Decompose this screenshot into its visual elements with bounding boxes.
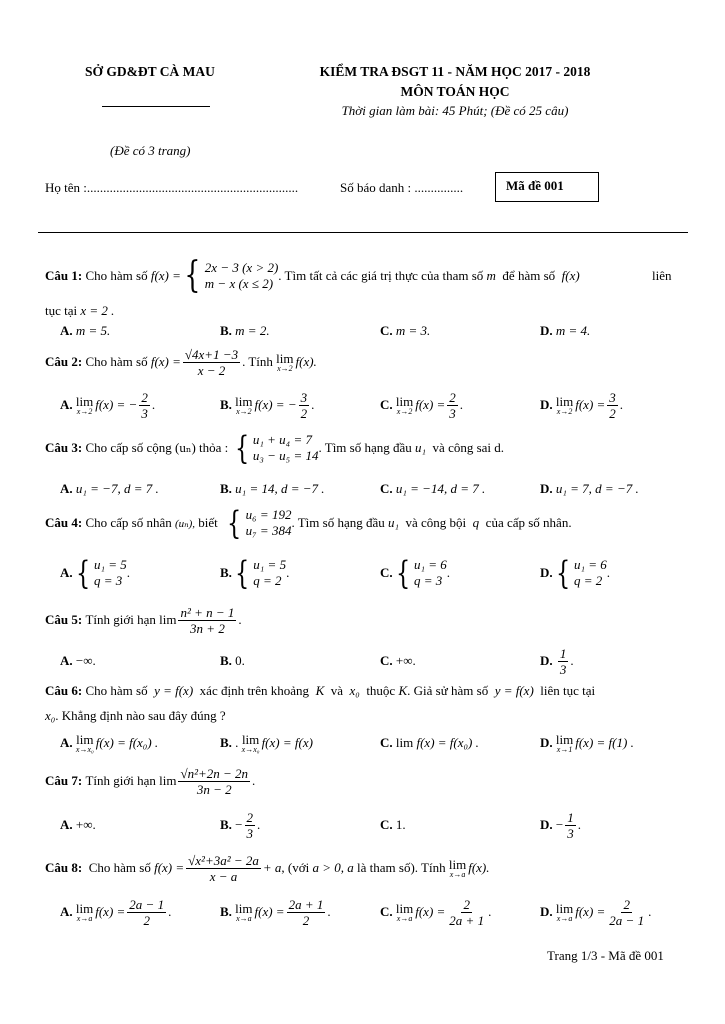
fraction: [178, 605, 236, 636]
option-key: B.: [220, 735, 232, 750]
option-key: A.: [60, 735, 73, 750]
option-key: D.: [540, 735, 553, 750]
denominator: 2: [609, 405, 616, 421]
option-key: B.: [220, 565, 232, 580]
question-label: Câu 1:: [45, 268, 83, 283]
q3-option-b[interactable]: [220, 481, 325, 497]
question-text: xác định trên khoảng: [199, 683, 310, 698]
question-5: Câu 5: Tính giới hạn lim $\frac{\text{n² + n − 1}}{3n + 2}$ .: [45, 604, 242, 636]
q6-option-a[interactable]: [60, 729, 158, 757]
fraction: [245, 810, 256, 841]
limit: [556, 902, 573, 923]
option-value: u₁ = 14, d = −7 .: [235, 481, 325, 496]
question-7: Câu 7: Tính giới hạn lim $\frac{\text{√n²+2n − 2n}}{3n - 2}$ .: [45, 765, 256, 797]
option-key: B.: [220, 817, 232, 832]
option-value: f(x) = f(1) .: [575, 735, 634, 750]
option-value: f(x) =: [415, 904, 446, 919]
lim-sub: x→a: [396, 913, 413, 923]
fraction: [565, 810, 576, 841]
question-text: và công bội: [405, 515, 467, 530]
lim-word: lim: [555, 393, 574, 409]
question-text: liên: [652, 268, 672, 283]
question-text: và: [330, 683, 344, 698]
option-value: f(x) = f(x₀) .: [416, 735, 479, 750]
question-text: , (với: [281, 860, 310, 875]
denominator: x − a: [209, 868, 238, 884]
denominator: 3: [449, 405, 456, 421]
q5-option-d[interactable]: D. $\frac{1}{3}$ .: [540, 645, 574, 677]
lim-word: lim: [76, 731, 94, 747]
lim-word: lim: [75, 393, 94, 409]
page-footer: Trang 1/3 - Mã đề 001: [547, 948, 664, 963]
option-prefix: −: [235, 817, 243, 832]
math-var: u₁: [387, 515, 400, 530]
option-key: C.: [380, 904, 393, 919]
option-value: f(x) =: [95, 904, 126, 919]
question-8: [45, 848, 490, 888]
q7-option-d[interactable]: D. − $\frac{1}{3}$ .: [540, 809, 581, 841]
denominator: 3n − 2: [196, 781, 232, 797]
denominator: 3: [559, 661, 567, 677]
option-key: B.: [220, 904, 232, 919]
lim-sub: x→2: [396, 406, 413, 416]
equation-line: q = 2: [574, 573, 603, 588]
option-key: C.: [380, 735, 393, 750]
math-expr: x = 2 .: [80, 303, 115, 318]
q3-option-c[interactable]: [380, 481, 485, 497]
question-text: Tính giới hạn: [85, 612, 156, 627]
limit: [556, 395, 573, 416]
lim-word: lim: [395, 735, 414, 750]
numerator: 1: [567, 809, 574, 825]
question-label: Câu 7:: [45, 773, 83, 788]
question-text: và công sai d.: [432, 440, 505, 455]
brace: {: [234, 554, 250, 592]
question-text: . Khẳng định nào sau đây đúng ?: [55, 708, 226, 723]
option-value: m = 2.: [235, 323, 270, 338]
question-6: [45, 683, 595, 699]
question-text: để hàm số: [502, 268, 556, 283]
lim-word: lim: [159, 773, 177, 788]
equation-system: [393, 554, 447, 592]
fraction: [186, 853, 261, 884]
exam-code-box: [495, 172, 599, 202]
q6-option-b[interactable]: [220, 729, 313, 757]
numerator: 2: [141, 389, 148, 405]
student-id-field: Số báo danh : ...............: [340, 180, 464, 195]
option-key: A.: [60, 565, 73, 580]
pages-note: (Đề có 3 trang): [110, 143, 191, 158]
lim-sub: x→a: [556, 913, 573, 923]
option-key: B.: [220, 653, 232, 668]
limit: [76, 395, 93, 416]
question-text: Cho hàm số: [88, 860, 151, 875]
option-value: 0.: [235, 653, 245, 668]
fraction: [447, 390, 458, 421]
case-line: m − x (x ≤ 2): [204, 276, 274, 291]
q2-option-a[interactable]: A. lim x→2 f(x) = − $\frac{2}{3}$ .: [60, 389, 156, 421]
equation-system: [224, 504, 292, 542]
limit: [235, 395, 252, 416]
fraction: [178, 766, 250, 797]
option-key: B.: [220, 481, 232, 496]
q7-option-a[interactable]: [60, 817, 96, 833]
equation-system: [232, 554, 287, 592]
q1-option-c[interactable]: [380, 323, 430, 339]
brace: {: [555, 554, 570, 592]
question-text: của cấp số nhân.: [485, 515, 572, 530]
equation-line: u₇ = 384: [245, 523, 292, 538]
question-text: Tính giới hạn: [85, 773, 156, 788]
question-4: [45, 503, 572, 543]
lim-sub: x→2: [236, 406, 252, 416]
q1-option-d[interactable]: [540, 323, 590, 339]
question-1: [45, 256, 580, 296]
question-label: Câu 8:: [45, 860, 83, 875]
option-value: f(x) = f(x₀) .: [95, 735, 159, 750]
exam-title: KIỂM TRA ĐSGT 11 - NĂM HỌC 2017 - 2018: [319, 64, 591, 79]
q1-option-a[interactable]: [60, 323, 110, 339]
option-value: f(x) = −: [254, 397, 297, 412]
q4-option-b[interactable]: B. { u₁ = 5 q = 2 .: [220, 554, 290, 592]
math-var: x₀: [349, 683, 360, 698]
question-1-line2: [45, 303, 114, 319]
q4-option-a[interactable]: A. { u₁ = 5 q = 3 .: [60, 554, 131, 592]
fraction: [558, 646, 569, 677]
question-6-line2: [45, 708, 226, 724]
fraction: [447, 897, 486, 928]
option-value: u₁ = 7, d = −7 .: [555, 481, 639, 496]
department-name: SỞ GD&ĐT CÀ MAU: [85, 64, 215, 79]
limit: [76, 733, 94, 754]
q5-option-b[interactable]: [220, 653, 245, 669]
equation-line: u₁ + u₄ = 7: [252, 432, 312, 447]
question-text: . Tính: [242, 354, 273, 369]
question-label: Câu 3:: [45, 440, 83, 455]
lim-word: lim: [235, 393, 253, 409]
option-value: m = 4.: [555, 323, 591, 338]
numerator: 2a + 1: [288, 896, 324, 912]
numerator: 2: [449, 389, 456, 405]
numerator: √4x+1 −3: [184, 346, 239, 362]
option-key: D.: [540, 904, 553, 919]
option-prefix: .: [235, 735, 239, 750]
q8-option-a[interactable]: A. lim x→a f(x) = $\frac{2a - 1}{2}$ .: [60, 896, 172, 928]
math-var: K: [398, 683, 408, 698]
option-key: C.: [380, 397, 393, 412]
numerator: 1: [559, 645, 567, 661]
question-text: tục tại: [45, 303, 78, 318]
limit: [276, 352, 293, 373]
question-text: Cho cấp số nhân: [85, 515, 172, 530]
denominator: 3n + 2: [190, 620, 225, 636]
equation-line: u₁ = 6: [414, 557, 447, 572]
option-key: A.: [60, 397, 73, 412]
denominator: 3: [141, 405, 148, 421]
option-key: C.: [380, 323, 393, 338]
option-key: A.: [60, 653, 73, 668]
brace: {: [227, 504, 242, 542]
math-var: u₁: [415, 440, 427, 455]
lim-word: lim: [276, 350, 294, 366]
fraction: [127, 897, 166, 928]
question-text: . Tìm tất cả các giá trị thực của tham số: [278, 268, 484, 283]
lim-sub: x→2: [76, 406, 93, 416]
q6-option-c[interactable]: [380, 729, 479, 757]
question-text: thuộc: [366, 683, 396, 698]
q2-option-d[interactable]: D. lim x→2 f(x) = $\frac{3}{2}$ .: [540, 389, 624, 421]
lim-sub: x→a: [76, 913, 93, 923]
brace: {: [395, 554, 410, 592]
name-field: Họ tên :.................................................................: [45, 180, 299, 195]
q8-option-d[interactable]: D. lim x→a f(x) = $\frac{2}{2a - 1}$ .: [540, 896, 652, 928]
lim-word: lim: [448, 856, 467, 872]
q8-option-c[interactable]: C. lim x→a f(x) = $\frac{2}{2a + 1}$ .: [380, 896, 492, 928]
question-text: Cho hàm số: [85, 268, 148, 283]
question-text: . Tìm số hạng đầu: [291, 515, 385, 530]
math-expr: f(x).: [295, 354, 317, 369]
option-value: f(x) =: [254, 904, 285, 919]
q8-option-b[interactable]: B. lim x→a f(x) = $\frac{2a + 1}{2}$ .: [220, 896, 331, 928]
option-value: f(x) =: [415, 397, 446, 412]
fraction: [139, 390, 150, 421]
math-expr: f(x) =: [150, 354, 181, 369]
fraction: [299, 390, 310, 421]
equation-system: [232, 429, 319, 467]
option-value: −∞.: [75, 653, 96, 668]
lim-word: lim: [395, 900, 414, 916]
option-prefix: −: [555, 817, 564, 832]
math-expr: f(x) =: [150, 268, 181, 283]
equation-system: [73, 554, 127, 592]
lim-sub: x→x₀: [75, 744, 94, 754]
q4-option-c[interactable]: C. { u₁ = 6 q = 3 .: [380, 554, 451, 592]
denominator: 2a − 1: [609, 912, 645, 928]
lim-word: lim: [235, 900, 253, 916]
q5-option-c[interactable]: [380, 653, 416, 669]
question-text: là tham số). Tính: [357, 860, 446, 875]
math-expr: f(x) =: [154, 860, 185, 875]
question-label: Câu 4:: [45, 515, 83, 530]
piecewise-system: [181, 255, 279, 296]
q2-option-b[interactable]: B. lim x→2 f(x) = − $\frac{3}{2}$ .: [220, 389, 315, 421]
limit: [449, 858, 466, 879]
option-value: 1.: [395, 817, 406, 832]
math-var: f(x): [561, 268, 580, 283]
question-label: Câu 2:: [45, 354, 83, 369]
equation-line: q = 2: [253, 573, 282, 588]
question-text: Cho hàm số: [85, 683, 148, 698]
math-var: x₀: [45, 708, 56, 723]
equation-line: q = 3: [414, 573, 443, 588]
equation-line: u₃ − u₅ = 14: [252, 448, 319, 463]
denominator: 3: [567, 825, 574, 841]
numerator: 2: [246, 809, 254, 825]
math-expr: + a: [262, 860, 282, 875]
option-value: f(x) =: [575, 397, 606, 412]
denominator: 2: [302, 912, 310, 928]
numerator: 3: [609, 389, 616, 405]
question-text: . Tìm số hạng đầu: [318, 440, 412, 455]
q6-option-d[interactable]: [540, 729, 634, 757]
option-key: C.: [380, 565, 393, 580]
math-expr: a > 0, a: [312, 860, 354, 875]
q1-option-b[interactable]: [220, 323, 270, 339]
lim-word: lim: [395, 393, 414, 409]
option-key: D.: [540, 323, 553, 338]
equation-line: u₁ = 5: [94, 557, 127, 572]
denominator: 2: [300, 405, 308, 421]
limit: [556, 733, 573, 754]
option-key: C.: [380, 653, 393, 668]
equation-line: q = 3: [94, 573, 123, 588]
fraction: [607, 897, 646, 928]
option-key: A.: [60, 904, 73, 919]
q3-option-d[interactable]: [540, 481, 639, 497]
lim-sub: x→a: [236, 913, 252, 923]
lim-sub: x→2: [277, 363, 293, 373]
option-key: D.: [540, 565, 553, 580]
lim-word: lim: [555, 900, 574, 916]
denominator: x − 2: [197, 362, 226, 378]
option-key: D.: [540, 653, 553, 668]
lim-word: lim: [555, 731, 574, 747]
option-key: D.: [540, 397, 553, 412]
math-expr: y = f(x): [494, 683, 534, 698]
question-text: Cho cấp số cộng (uₙ) thỏa :: [85, 440, 229, 455]
brace: {: [234, 429, 249, 467]
case-line: 2x − 3 (x > 2): [204, 260, 279, 275]
equation-line: u₁ = 5: [253, 557, 287, 572]
option-key: A.: [60, 323, 73, 338]
q7-option-c[interactable]: [380, 817, 406, 833]
limit: [235, 902, 252, 923]
question-text: Cho hàm số: [85, 354, 148, 369]
time-note: Thời gian làm bài: 45 Phút; (Đề có 25 câu): [341, 103, 569, 118]
limit: [396, 902, 413, 923]
option-value: +∞.: [395, 653, 416, 668]
equation-system: [553, 554, 607, 592]
option-value: u₁ = −14, d = 7 .: [395, 481, 486, 496]
limit: [242, 733, 260, 754]
math-expr: y = f(x): [154, 683, 194, 698]
question-text: biết: [198, 515, 218, 530]
math-expr: f(x).: [468, 860, 490, 875]
lim-sub: x→x₀: [241, 744, 260, 754]
numerator: n² + n − 1: [180, 604, 235, 620]
numerator: 2a − 1: [129, 896, 165, 912]
q4-option-d[interactable]: D. { u₁ = 6 q = 2 .: [540, 554, 611, 592]
option-value: f(x) =: [575, 904, 606, 919]
lim-word: lim: [75, 900, 94, 916]
option-value: f(x) = f(x): [261, 735, 313, 750]
question-text: . Giả sử hàm số: [407, 683, 489, 698]
option-value: m = 5.: [75, 323, 111, 338]
question-label: Câu 6:: [45, 683, 83, 698]
numerator: √x²+3a² − 2a: [188, 852, 259, 868]
numerator: 2: [623, 896, 630, 912]
question-text: liên tục tại: [540, 683, 596, 698]
option-key: B.: [220, 323, 232, 338]
lim-sub: x→a: [449, 869, 466, 879]
math-var: q: [472, 515, 480, 530]
option-key: D.: [540, 481, 553, 496]
header-underline: [102, 106, 210, 107]
option-value: u₁ = −7, d = 7 .: [75, 481, 159, 496]
lim-sub: x→2: [556, 406, 573, 416]
exam-code: Mã đề 001: [506, 178, 564, 193]
q5-option-a[interactable]: [60, 653, 96, 669]
q2-option-c[interactable]: C. lim x→2 f(x) = $\frac{2}{3}$ .: [380, 389, 464, 421]
numerator: √n²+2n − 2n: [180, 765, 249, 781]
equation-line: u₁ = 6: [574, 557, 607, 572]
fraction: [287, 897, 326, 928]
lim-sub: x→1: [556, 744, 573, 754]
q3-option-a[interactable]: [60, 481, 159, 497]
denominator: 2a + 1: [449, 912, 485, 928]
lim-word: lim: [159, 612, 177, 627]
lim-word: lim: [241, 731, 260, 747]
equation-line: u₆ = 192: [245, 507, 292, 522]
fraction: [607, 390, 618, 421]
denominator: 2: [143, 912, 150, 928]
option-key: D.: [540, 817, 553, 832]
math-var: m: [486, 268, 496, 283]
question-label: Câu 5:: [45, 612, 83, 627]
question-3: [45, 429, 504, 467]
denominator: 3: [246, 825, 254, 841]
option-key: B.: [220, 397, 232, 412]
option-value: m = 3.: [395, 323, 431, 338]
brace: {: [184, 255, 201, 296]
option-value: +∞.: [75, 817, 96, 832]
math-var: (uₙ),: [175, 517, 196, 530]
header-divider: [38, 232, 688, 233]
option-value: f(x) = −: [95, 397, 138, 412]
fraction: [183, 347, 240, 378]
math-var: K: [315, 683, 325, 698]
option-key: A.: [60, 481, 73, 496]
numerator: 2: [463, 896, 470, 912]
q7-option-b[interactable]: B. − $\frac{2}{3}$ .: [220, 809, 261, 841]
option-key: C.: [380, 817, 393, 832]
subject-title: MÔN TOÁN HỌC: [400, 84, 510, 99]
limit: [76, 902, 93, 923]
limit: [396, 395, 413, 416]
numerator: 3: [300, 389, 308, 405]
option-key: A.: [60, 817, 73, 832]
question-2: [45, 343, 317, 381]
brace: {: [75, 554, 90, 592]
option-key: C.: [380, 481, 393, 496]
